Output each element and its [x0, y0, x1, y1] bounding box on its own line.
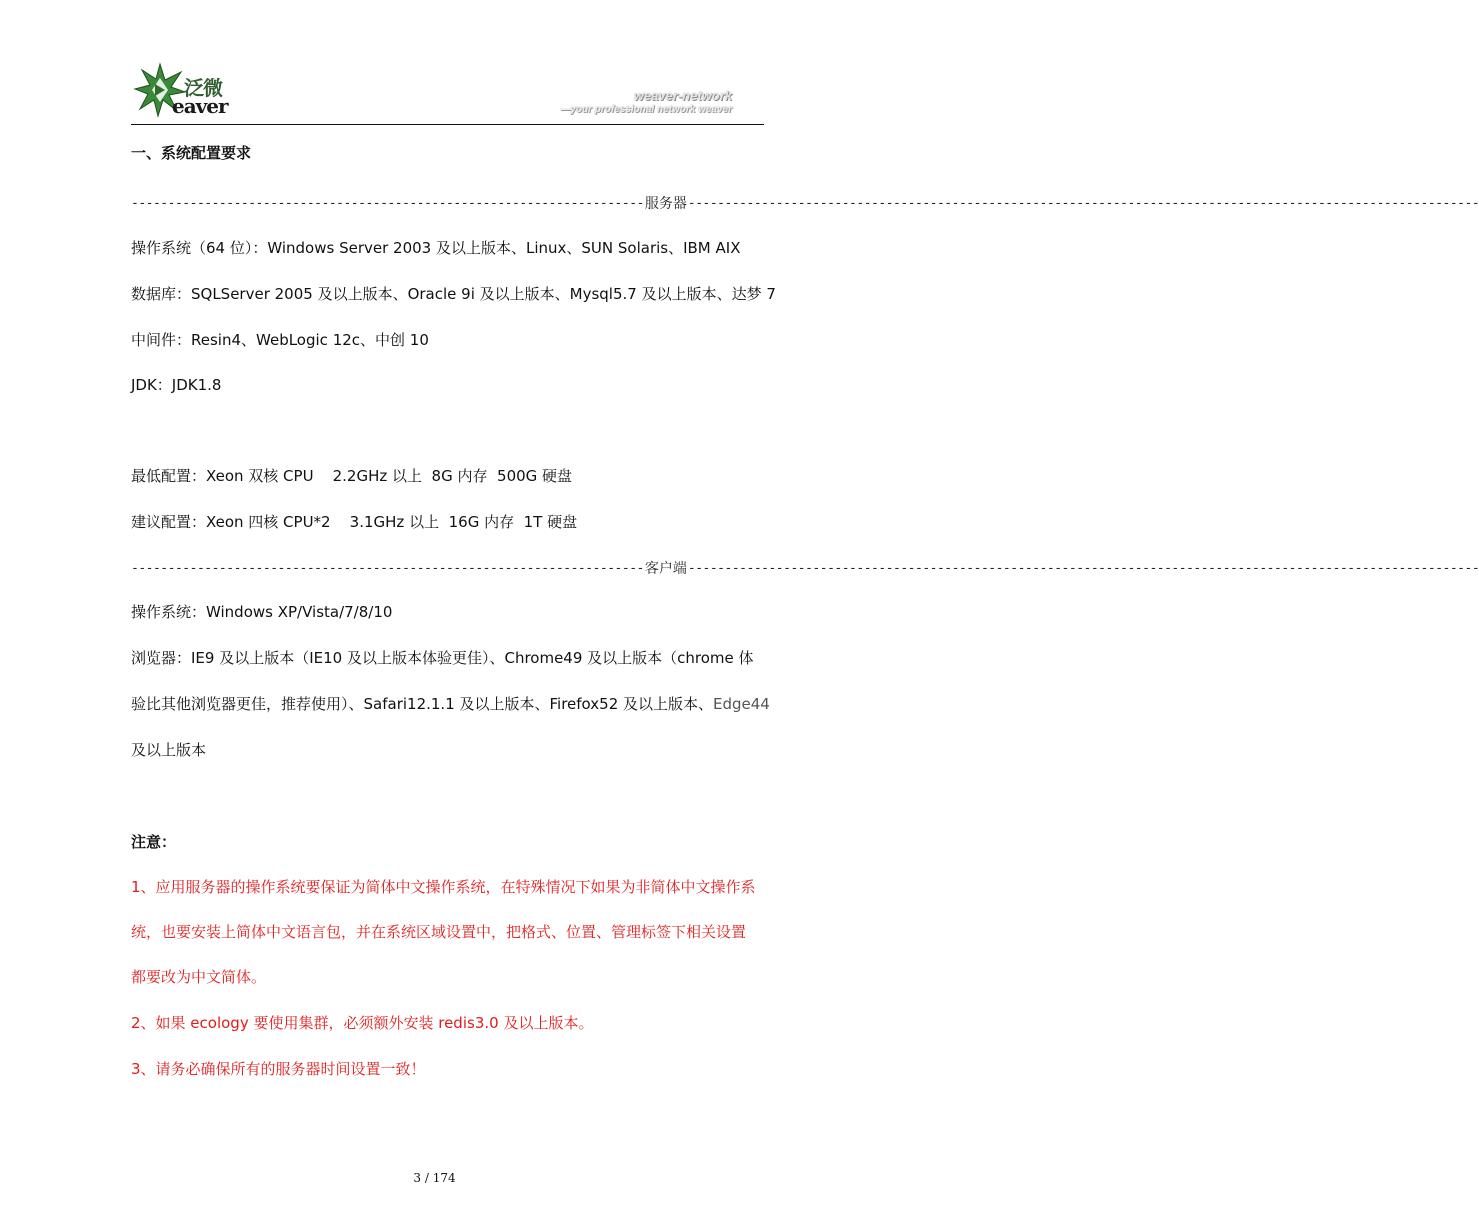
brand-tagline: —your professional network weaver: [560, 104, 732, 115]
brand-name: weaver-network: [633, 88, 732, 103]
logo-cn-text: 泛微: [184, 76, 222, 100]
client-divider-label: 客户端: [644, 561, 687, 577]
note-1-line2: 统，也要安装上简体中文语言包，并在系统区域设置中，把格式、位置、管理标签下相关设置: [131, 923, 747, 941]
server-os: 操作系统（64 位）：Windows Server 2003 及以上版本、Linux、SUN Solaris、IBM AIX: [131, 239, 741, 257]
edge-version: Edge44: [713, 695, 770, 713]
server-jdk: JDK：JDK1.8: [131, 376, 222, 394]
notes-title: 注意：: [131, 833, 177, 851]
client-divider: [131, 558, 1479, 578]
client-browser-line1: 浏览器：IE9 及以上版本（IE10 及以上版本体验更佳）、Chrome49 及以上版本（chrome 体: [131, 649, 754, 667]
weaver-logo: [134, 62, 230, 120]
page-number: 3 / 174: [413, 1171, 456, 1185]
divider-dashes-right: ------------------------------------------------------------------------------------------------------------: [687, 195, 1479, 211]
client-browser-line2-text: 验比其他浏览器更佳，推荐使用）、Safari12.1.1 及以上版本、Firefox52 及以上版本、: [131, 695, 714, 713]
client-os: 操作系统：Windows XP/Vista/7/8/10: [131, 603, 393, 621]
logo-en-text: eaver: [172, 94, 228, 118]
server-middleware: 中间件：Resin4、WebLogic 12c、中创 10: [131, 331, 429, 349]
server-divider-label: 服务器: [644, 196, 687, 212]
server-divider: [131, 193, 1479, 213]
divider-dashes-left: ----------------------------------------------------------------------: [131, 195, 644, 211]
divider-dashes-left: ----------------------------------------------------------------------: [131, 560, 644, 576]
min-config: 最低配置：Xeon 双核 CPU 2.2GHz 以上 8G 内存 500G 硬盘: [131, 467, 573, 485]
server-db: 数据库：SQLServer 2005 及以上版本、Oracle 9i 及以上版本、Mysql5.7 及以上版本、达梦 7: [131, 285, 776, 303]
note-1-line1: 1、应用服务器的操作系统要保证为简体中文操作系统，在特殊情况下如果为非简体中文操作系: [131, 878, 756, 896]
client-browser-line3: 及以上版本: [131, 741, 207, 759]
header-rule: [131, 124, 764, 125]
divider-dashes-right: ------------------------------------------------------------------------------------------------------------: [687, 560, 1479, 576]
note-3: 3、请务必确保所有的服务器时间设置一致！: [131, 1060, 426, 1078]
client-browser-line2: [131, 694, 770, 714]
section-title: 一、系统配置要求: [131, 144, 252, 162]
note-1-line3: 都要改为中文简体。: [131, 968, 267, 986]
note-2: 2、如果 ecology 要使用集群，必须额外安装 redis3.0 及以上版本。: [131, 1014, 594, 1032]
recommended-config: 建议配置：Xeon 四核 CPU*2 3.1GHz 以上 16G 内存 1T 硬盘: [131, 513, 578, 531]
